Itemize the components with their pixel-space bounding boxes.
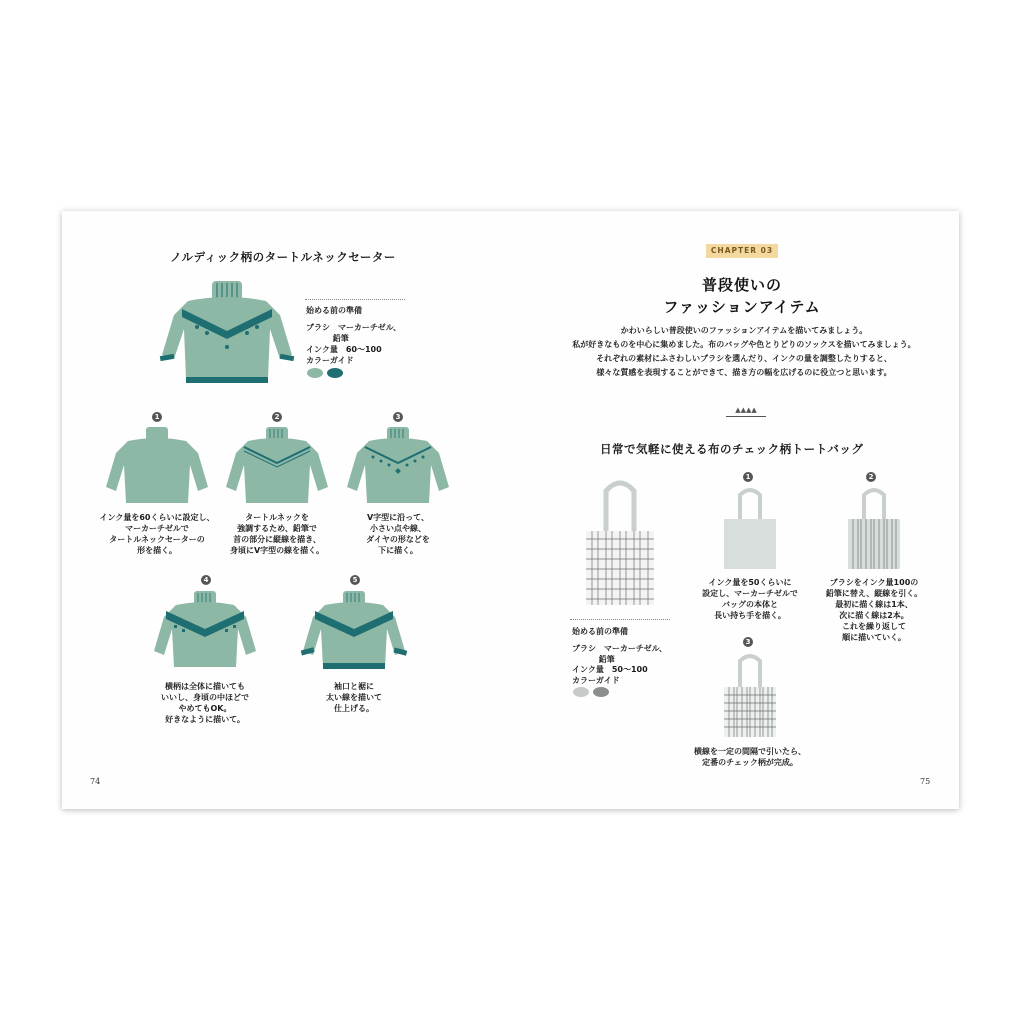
bag-step-2-illustration (844, 485, 904, 571)
step-3-text: V字型に沿って、 小さい点や線、 ダイヤの形などを 下に描く。 (366, 513, 430, 555)
step-2-number: 2 (272, 412, 282, 422)
bag-step-2-number: 2 (866, 472, 876, 482)
chapter-ribbon: CHAPTER 03 (706, 244, 778, 258)
main-tote-bag (580, 473, 660, 609)
bag-prep-heading: 始める前の準備 (572, 627, 628, 636)
bag-prep-color-guide: カラーガイド (572, 676, 620, 685)
step-5-number: 5 (350, 575, 360, 585)
step-2-text: タートルネックを 強調するため、鉛筆で 首の部分に縦線を描き、 身頃にV字型の線を描く。 (229, 513, 325, 555)
bag-step-2-text: ブラシをインク量100の 鉛筆に替え、縦線を引く。 最初に描く線は1本、 次に描く線は2本。 これを繰り返して 順に描いていく。 (825, 578, 923, 642)
prep-divider (305, 299, 405, 300)
chapter-title: 普段使いの ファッションアイテム (663, 276, 821, 316)
prep-heading: 始める前の準備 (306, 306, 362, 315)
sweater-step-4 (152, 589, 258, 671)
step-4-number: 4 (201, 575, 211, 585)
bag-step-3-text: 横線を一定の間隔で引いたら、 定番のチェック柄が完成。 (694, 747, 806, 767)
ornament-divider: ▲▲▲▲ (735, 406, 757, 414)
prep-brush: ブラシ マーカーチゼル、 鉛筆 (306, 323, 402, 343)
step-4-text: 横柄は全体に描いても いいし、身頃の中ほどで やめてもOK。 好きなように描いて。 (161, 682, 249, 724)
prep-ink: インク量 60～100 (306, 345, 382, 354)
bag-prep-divider (570, 619, 670, 620)
book-spread (62, 211, 959, 809)
sweater-step-2 (224, 425, 330, 507)
step-5-text: 袖口と裾に 太い線を描いて 仕上げる。 (326, 682, 382, 713)
chapter-intro: かわいらしい普段使いのファッションアイテムを描いてみましょう。 私が好きなものを中心に集めました。布のバッグや色とりどりのソックスを描いてみましょう。 それぞれの素材にふさわしいブラシを選んだり、インクの量を調整したりすると、 様々な質感を表現することができて、描き方の幅を広げるのに役立つと思います。 (572, 326, 916, 377)
left-page-title: ノルディック柄のタートルネックセーター (170, 250, 396, 264)
bag-step-1-number: 1 (743, 472, 753, 482)
bag-prep-ink: インク量 50～100 (572, 665, 648, 674)
sweater-step-5 (301, 589, 407, 671)
bag-step-3-number: 3 (743, 637, 753, 647)
left-page-number: 74 (90, 777, 101, 786)
step-1-number: 1 (152, 412, 162, 422)
step-3-number: 3 (393, 412, 403, 422)
prep-color-guide: カラーガイド (306, 356, 354, 365)
bag-step-3-illustration (720, 651, 780, 739)
main-sweater-illustration (152, 279, 302, 389)
ornament-underline (726, 416, 766, 417)
right-page-number: 75 (920, 777, 931, 786)
bag-step-1-text: インク量を50くらいに 設定し、マーカーチゼルで バッグの本体と 長い持ち手を描く。 (702, 578, 798, 620)
step-1-text: インク量を60くらいに設定し、 マーカーチゼルで タートルネックセーターの 形を描く。 (99, 513, 215, 555)
bag-color-guide-swatches (572, 686, 616, 698)
sweater-step-3 (345, 425, 451, 507)
color-guide-swatches (306, 367, 350, 379)
section-title: 日常で気軽に使える布のチェック柄トートバッグ (600, 442, 864, 456)
bag-prep-brush: ブラシ マーカーチゼル、 鉛筆 (572, 644, 668, 664)
sweater-step-1 (104, 425, 210, 507)
bag-step-1-illustration (720, 485, 780, 571)
